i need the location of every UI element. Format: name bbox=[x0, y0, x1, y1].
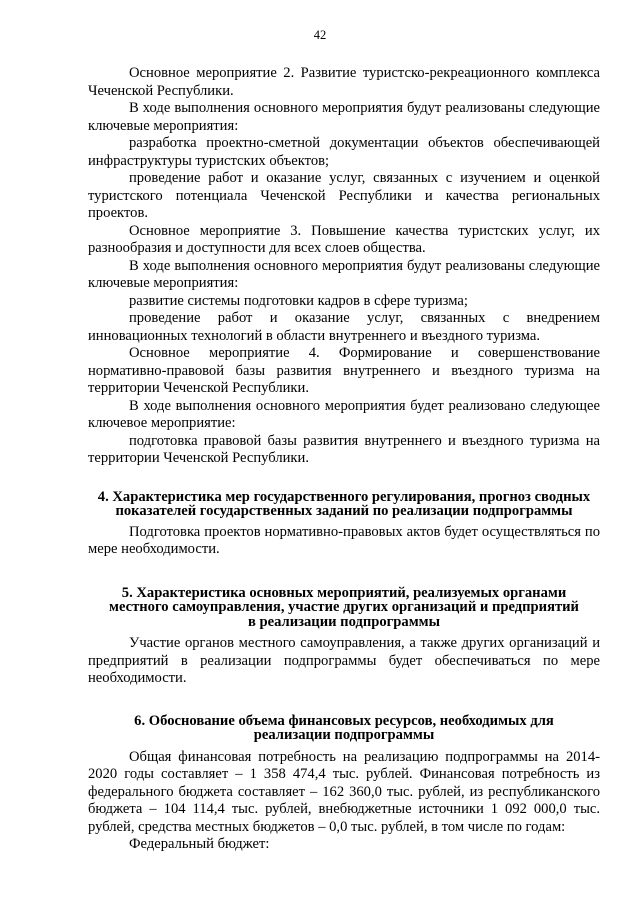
section-4-heading bbox=[88, 490, 600, 519]
paragraph: Федеральный бюджет: bbox=[129, 836, 270, 852]
paragraph: Основное мероприятие 2. Развитие туристско-рекреационного комплекса Чеченской Республики. bbox=[88, 65, 600, 99]
heading-line: местного самоуправления, участие других организаций и предприятий bbox=[109, 599, 579, 615]
paragraph: В ходе выполнения основного мероприятия будут реализованы следующие ключевые мероприятия: bbox=[88, 100, 600, 134]
heading-line: 6. Обоснование объема финансовых ресурсов, необходимых для bbox=[134, 712, 554, 729]
paragraph: В ходе выполнения основного мероприятия будут реализованы следующие ключевые мероприятия: bbox=[88, 257, 600, 291]
paragraph: разработка проектно-сметной документации объектов обеспечивающей инфраструктуры туристских объектов; bbox=[88, 135, 600, 169]
paragraph: Основное мероприятие 3. Повышение качества туристских услуг, их разнообразия и доступности для всех слоев общества. bbox=[88, 222, 600, 256]
paragraph: подготовка правовой базы развития внутреннего и въездного туризма на территории Чеченской Республики. bbox=[88, 432, 600, 466]
paragraph: проведение работ и оказание услуг, связанных с изучением и оценкой туристского потенциала Чеченской Республики и качества региональных проектов. bbox=[88, 170, 600, 221]
paragraph: развитие системы подготовки кадров в сфере туризма; bbox=[129, 292, 468, 309]
section-5-text: Участие органов местного самоуправления, а также других организаций и предприятий в реализации подпрограммы будет обеспечиваться по мере необходимости. bbox=[88, 635, 600, 686]
page-number: 42 bbox=[313, 28, 327, 42]
heading-line: реализации подпрограммы bbox=[253, 727, 435, 743]
section-6-heading bbox=[88, 714, 600, 743]
heading-line: 5. Характеристика основных мероприятий, реализуемых органами bbox=[121, 584, 567, 601]
section-6-text: Общая финансовая потребность на реализацию подпрограммы на 2014-2020 годы составляет – 1 358 474,4 тыс. рублей. Финансовая потребность из федерального бюджета составляет – 162 360,0 тыс. рублей, из республиканского бюджета – 104 114,4 тыс. рублей, внебюджетные источники 1 092 000,0 тыс. рублей, средства местных бюджетов – 0,0 тыс. рублей, в том числе по годам: bbox=[88, 748, 600, 835]
heading-line: показателей государственных заданий по реализации подпрограммы bbox=[115, 503, 573, 519]
section-5-heading bbox=[88, 586, 600, 630]
page-content bbox=[88, 65, 600, 854]
heading-line: 4. Характеристика мер государственного регулирования, прогноз сводных bbox=[97, 488, 591, 505]
paragraph: Основное мероприятие 4. Формирование и совершенствование нормативно-правовой базы развития внутреннего и въездного туризма на территории Чеченской Республики. bbox=[88, 345, 600, 396]
paragraph: В ходе выполнения основного мероприятия будет реализовано следующее ключевое мероприятие: bbox=[88, 397, 600, 431]
section-4-text: Подготовка проектов нормативно-правовых актов будет осуществляться по мере необходимости. bbox=[88, 523, 600, 557]
heading-line: в реализации подпрограммы bbox=[248, 613, 440, 630]
paragraph: проведение работ и оказание услуг, связанных с внедрением инновационных технологий в области внутреннего и въездного туризма. bbox=[88, 310, 600, 344]
